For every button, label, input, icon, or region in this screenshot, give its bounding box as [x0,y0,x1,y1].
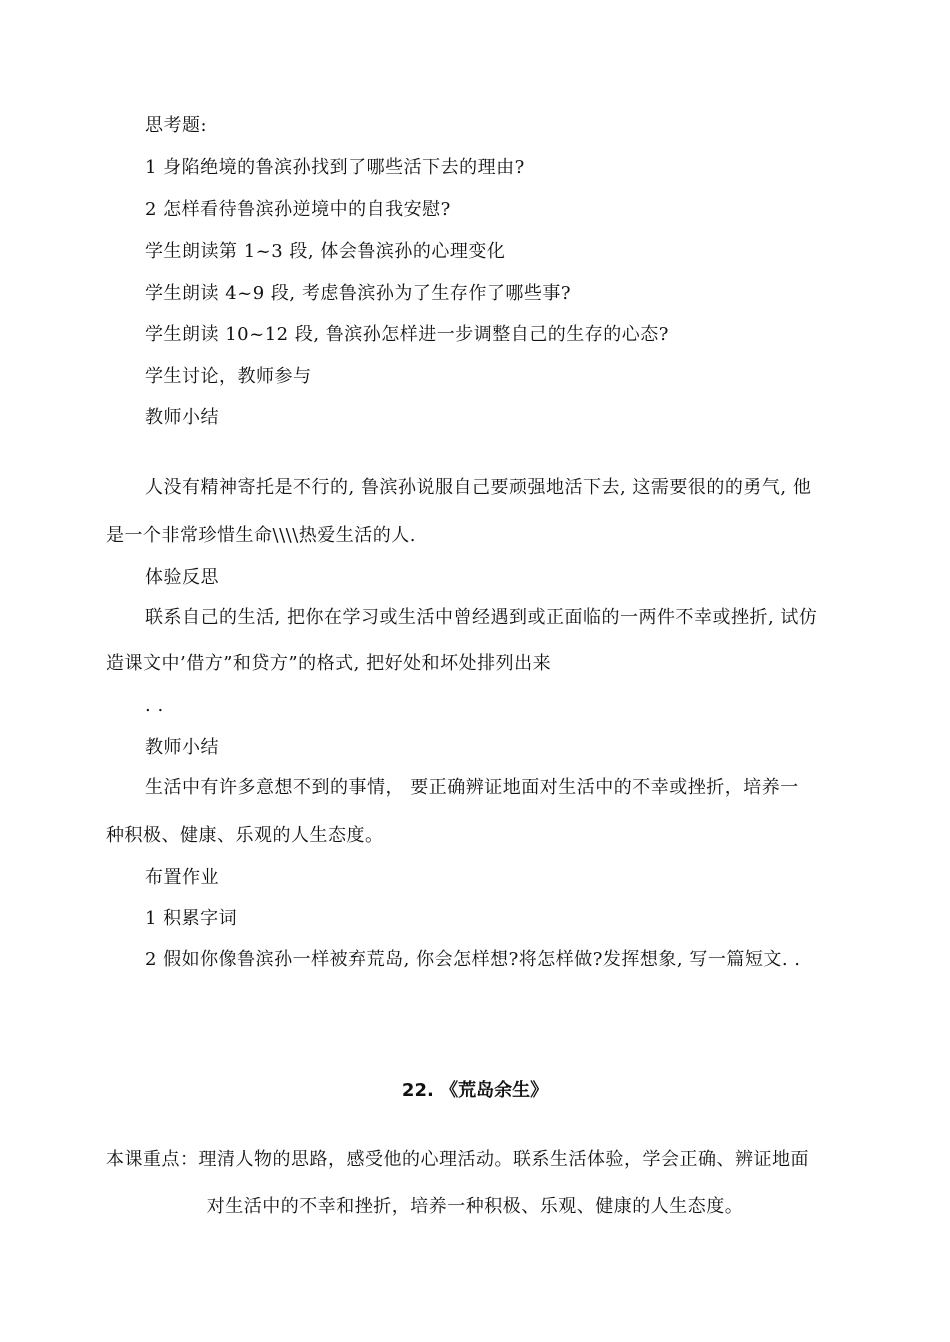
reflection-line-2: 造课文中’借方”和贷方”的格式, 把好处和坏处排列出来 [106,653,552,674]
reading-step-3: 学生朗读 10~12 段, 鲁滨孙怎样进一步调整自己的生存的心态? [145,324,669,345]
teacher-summary-label-2: 教师小结 [145,737,219,758]
question-1: 1 身陷绝境的鲁滨孙找到了哪些活下去的理由? [145,157,525,178]
student-discussion: 学生讨论，教师参与 [145,366,312,387]
question-2: 2 怎样看待鲁滨孙逆境中的自我安慰? [145,199,451,220]
reading-step-1: 学生朗读第 1~3 段, 体会鲁滨孙的心理变化 [145,241,506,262]
reading-step-2: 学生朗读 4~9 段, 考虑鲁滨孙为了生存作了哪些事? [145,283,572,304]
lesson-focus-line-1: 本课重点：理清人物的思路，感受他的心理活动。联系生活体验，学会正确、辨证地面 [106,1149,809,1170]
lesson-focus-line-2: 对生活中的不幸和挫折，培养一种积极、乐观、健康的人生态度。 [206,1196,744,1217]
reflection-line-1: 联系自己的生活, 把你在学习或生活中曾经遇到或正面临的一两件不幸或挫折, 试仿 [145,607,818,628]
homework-label: 布置作业 [145,867,219,888]
teacher-summary-line-2: 种积极、健康、乐观的人生态度。 [106,825,384,846]
think-questions-label: 思考题: [145,115,208,136]
teacher-summary-label: 教师小结 [145,407,219,428]
lesson-title: 22. 《荒岛余生》 [401,1080,549,1101]
homework-item-1: 1 积累字词 [145,908,238,929]
reflection-label: 体验反思 [145,567,219,588]
ellipsis-dots: . . [145,695,164,716]
homework-item-2: 2 假如你像鲁滨孙一样被弃荒岛, 你会怎样想?将怎样做?发挥想象, 写一篇短文. . [145,949,801,970]
summary-paragraph-line-2: 是一个非常珍惜生命\\\\热爱生活的人. [106,525,416,546]
teacher-summary-line-1: 生活中有许多意想不到的事情， 要正确辨证地面对生活中的不幸或挫折，培养一 [145,777,799,798]
summary-paragraph-line-1: 人没有精神寄托是不行的, 鲁滨孙说服自己要顽强地活下去, 这需要很的的勇气, 他 [145,477,812,498]
